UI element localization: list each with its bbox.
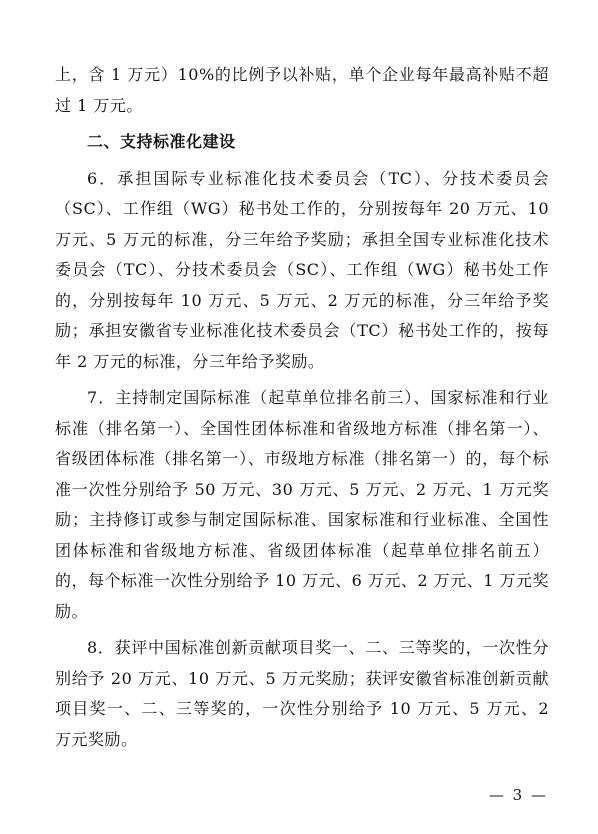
- section-heading: 二、支持标准化建设: [87, 132, 236, 151]
- paragraph-continuation: 上，含 1 万元）10%的比例予以补贴，单个企业每年最高补贴不超过 1 万元。: [55, 65, 549, 115]
- paragraph-6: 6．承担国际专业标准化技术委员会（TC）、分技术委员会（SC）、工作组（WG）秘书处工作的，分别按每年 20 万元、10 万元、5 万元的标准，分三年给予奖励；承担全国专业标准化技术委员会（TC）、分技术委员会（SC）、工作组（WG）秘书处工作的，分别按每年 10 万元、5 万元、2 万元的标准，分三年给予奖励；承担安徽省专业标准化技术委员会（TC）秘书处工作的，按每年 2 万元的标准，分三年给予奖励。: [55, 168, 549, 371]
- paragraph-8: 8．获评中国标准创新贡献项目奖一、二、三等奖的，一次性分别给予 20 万元、10 万元、5 万元奖励；获评安徽省标准创新贡献项目奖一、二、三等奖的，一次性分别给予 10 万元、5 万元、2 万元奖励。: [55, 638, 549, 749]
- paragraph-7: 7．主持制定国际标准（起草单位排名前三）、国家标准和行业标准（排名第一）、全国性团体标准和省级地方标准（排名第一）、省级团体标准（排名第一）、市级地方标准（排名第一）的，每个标准一次性分别给予 50 万元、30 万元、5 万元、2 万元、1 万元奖励；主持修订或参与制定国际标准、国家标准和行业标准、全国性团体标准和省级地方标准、省级团体标准（起草单位排名前五）的，每个标准一次性分别给予 10 万元、6 万元、2 万元、1 万元奖励。: [55, 388, 549, 621]
- document-body: [55, 60, 549, 755]
- page-number: — 3 —: [488, 786, 548, 804]
